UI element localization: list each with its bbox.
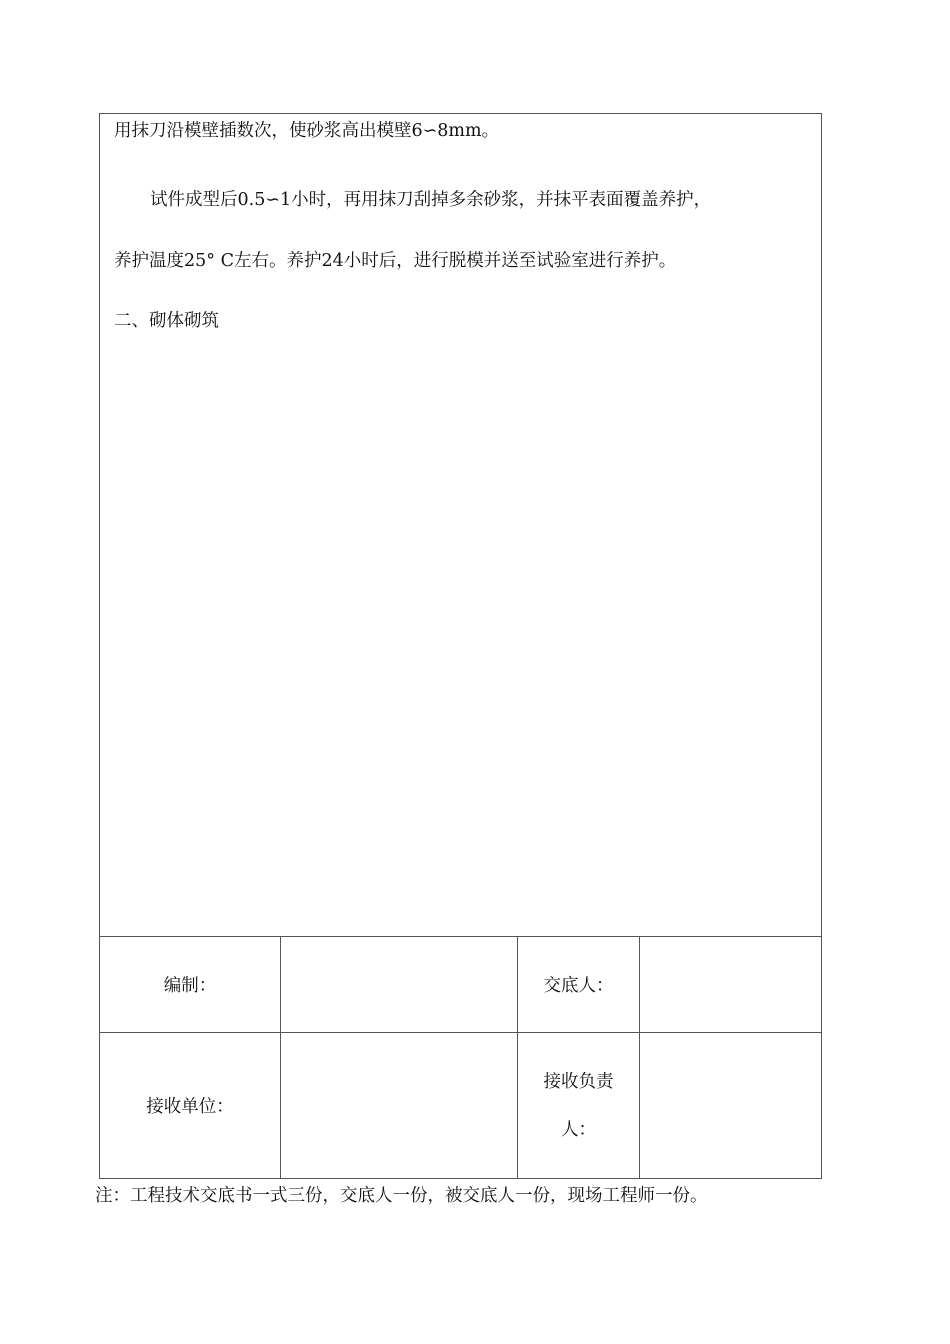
content-body xyxy=(100,116,821,336)
receiver-label-line-1: 接收负责 xyxy=(543,1071,614,1092)
content-area xyxy=(100,114,822,937)
receiving-unit-field[interactable] xyxy=(281,1033,518,1179)
content-line-2: 试件成型后0.5∽1小时，再用抹刀刮掉多余砂浆，并抹平表面覆盖养护， xyxy=(150,190,712,210)
disclosure-form-table xyxy=(99,113,822,1179)
receive-row xyxy=(100,1033,822,1179)
compiled-by-field[interactable] xyxy=(281,937,518,1033)
section-heading: 二、砌体砌筑 xyxy=(114,311,219,331)
content-line-1: 用抹刀沿模壁插数次，使砂浆高出模壁6∽8mm。 xyxy=(114,121,500,141)
content-line-3: 养护温度25° C左右。养护24小时后，进行脱模并送至试验室进行养护。 xyxy=(114,251,677,271)
discloser-field[interactable] xyxy=(640,937,822,1033)
compiled-by-label: 编制： xyxy=(100,937,281,1033)
receiver-field[interactable] xyxy=(640,1033,822,1179)
receiver-label xyxy=(518,1033,640,1179)
footer-note: 注：工程技术交底书一式三份，交底人一份，被交底人一份，现场工程师一份。 xyxy=(95,1186,708,1206)
receiver-label-line-2: 人： xyxy=(561,1119,596,1140)
discloser-label: 交底人： xyxy=(518,937,640,1033)
sign-row xyxy=(100,937,822,1033)
receiving-unit-label: 接收单位： xyxy=(100,1033,281,1179)
